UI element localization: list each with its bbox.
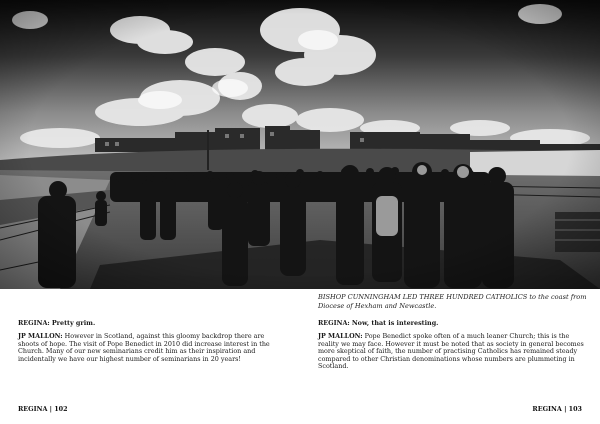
interview-exchange <box>318 320 584 327</box>
interview-exchange <box>18 320 284 327</box>
interview-line: Pope Benedict spoke often of a much leaner Church; this is the reality we may face. However it must be noted that as society in general becomes more skeptical of faith, the number of practising Catholics has remained steady compared to other Christian denominations whose numbers are plummeting in Scotland. <box>318 332 584 371</box>
speaker-name: REGINA: <box>318 319 350 327</box>
folio-separator: | <box>49 405 52 413</box>
page-folio-right <box>532 405 582 413</box>
left-page-interview <box>18 320 284 369</box>
interview-line: Pretty grim. <box>51 319 96 327</box>
folio-separator: | <box>564 405 567 413</box>
speaker-name: JP MALLON: <box>18 332 63 341</box>
page-number: 103 <box>568 405 582 413</box>
speaker-name: REGINA: <box>18 319 50 327</box>
speaker-name: JP MALLON: <box>318 332 363 341</box>
interview-line: However in Scotland, against this gloomy backdrop there are shoots of hope. The visit of Pope Benedict in 2010 did increase interest in the Church. Many of our new seminarians credit him as their inspiration and incidentally we have our highest number of seminarians in 20 years! <box>18 332 270 363</box>
page-folio-left <box>18 405 68 413</box>
interview-exchange <box>18 333 284 363</box>
page-number: 102 <box>54 405 68 413</box>
interview-line: Now, that is interesting. <box>351 319 439 327</box>
photo-caption: BISHOP CUNNINGHAM LED THREE HUNDRED CATHOLICS to the coast from Diocese of Hexham and Newcastle. <box>318 293 587 310</box>
folio-label: REGINA <box>18 405 48 413</box>
interview-exchange <box>318 333 584 370</box>
right-page-interview <box>318 320 584 376</box>
folio-label: REGINA <box>532 405 562 413</box>
